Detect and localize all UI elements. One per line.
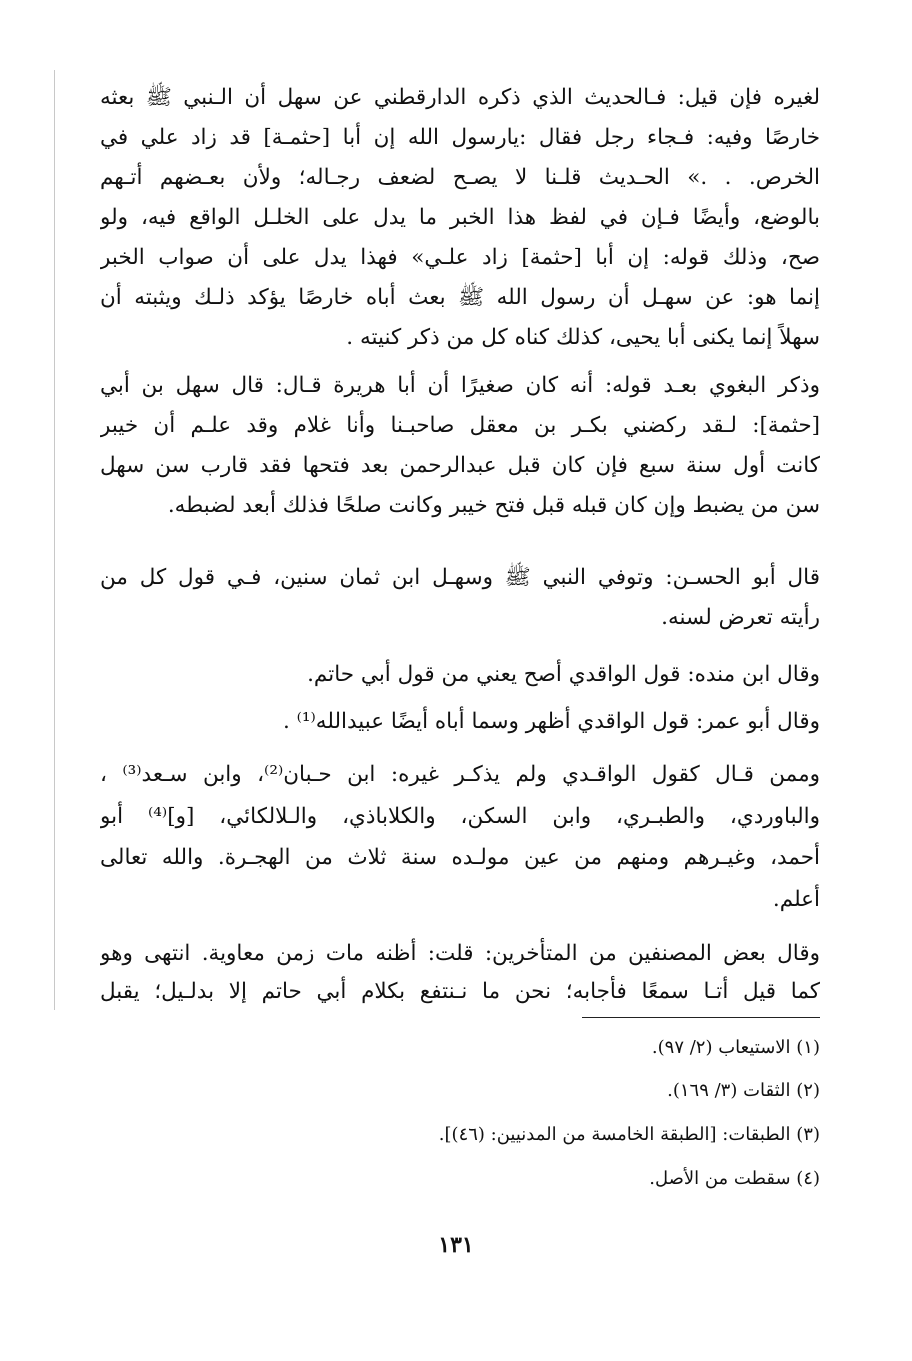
body-line: [حثمة]: لـقد ركضني بكـر بن معقل صاحبـنا وأنا غلام وقد علـم أن خيبر xyxy=(100,413,820,438)
body-line: والباوردي، والطبـري، وابن السكن، والكلاباذي، والـلالكائي، [و]⁽⁴⁾ أبو xyxy=(100,804,820,829)
body-line: سن من يضبط وإن كان قبله قبل فتح خيبر وكانت صلحًا فذلك أبعد لضبطه. xyxy=(167,493,820,518)
body-line: قال أبو الحسـن: وتوفي النبي ﷺ وسهـل ابن ثمان سنين، فـي قول كل من xyxy=(100,565,820,590)
body-line: وممن قـال كقول الواقـدي ولم يذكـر غيره: ابن حـبان⁽²⁾، وابن سـعد⁽³⁾ ، xyxy=(100,762,820,787)
footnote-separator xyxy=(582,1017,820,1018)
body-line: صح، وذلك قوله: إن أبا [حثمة] زاد علـي» فهذا يدل على أن صواب الخبر xyxy=(100,245,820,270)
left-margin-line xyxy=(54,70,55,1010)
page-number: ١٣١ xyxy=(438,1232,474,1258)
body-line: لغيره فإن قيل: فـالحديث الذي ذكره الدارقطني عن سهل أن الـنبي ﷺ بعثه xyxy=(100,85,820,110)
body-line: بالوضع، وأيضًا فـإن في لفظ هذا الخبر ما يدل على الخلـل الواقع فيه، ولو xyxy=(100,205,820,230)
footnote: (١) الاستيعاب (٢/ ٩٧). xyxy=(651,1037,820,1058)
body-line: خارصًا وفيه: فـجاء رجل فقال :يارسول الله إن أبا [حثمـة] قد زاد علي في xyxy=(100,125,820,150)
body-line: كما قيل أتـا سمعًا فأجابه؛ نحن ما نـنتفع بكلام أبي حاتم إلا بدلـيل؛ يقبل xyxy=(100,979,820,1004)
body-line: إنما هو: عن سهـل أن رسول الله ﷺ بعث أباه خارصًا يؤكد ذلـك ويثبته أن xyxy=(100,285,820,310)
body-line: أحمد، وغيـرهم ومنهم من عين مولـده سنة ثلاث من الهجـرة. والله تعالى xyxy=(100,845,820,870)
body-line: وذكر البغوي بعـد قوله: أنه كان صغيرًا أن أبا هريرة قـال: قال سهل بن أبي xyxy=(100,373,820,398)
body-line: وقال ابن منده: قول الواقدي أصح يعني من قول أبي حاتم. xyxy=(307,662,820,687)
body-line: وقال أبو عمر: قول الواقدي أظهر وسما أباه أيضًا عبيدالله⁽¹⁾ . xyxy=(282,709,820,734)
body-line: سهلاً إنما يكنى أبا يحيى، كذلك كناه كل من ذكر كنيته . xyxy=(346,325,820,350)
body-line: وقال بعض المصنفين من المتأخرين: قلت: أظنه مات زمن معاوية. انتهى وهو xyxy=(100,941,820,966)
body-line: كانت أول سنة سبع فإن كان قبل عبدالرحمن بعد فتحها فقد قارب سن سهل xyxy=(100,453,820,478)
footnote: (٢) الثقات (٣/ ١٦٩). xyxy=(667,1080,820,1101)
footnote: (٤) سقطت من الأصل. xyxy=(649,1168,820,1189)
body-line: أعلم. xyxy=(772,887,820,912)
body-line: رأيته تعرض لسنه. xyxy=(661,605,820,630)
footnote: (٣) الطبقات: [الطبقة الخامسة من المدنيين: (٤٦)]. xyxy=(438,1124,820,1145)
body-line: الخرص. . .» الحـديث قلـنا لا يصـح لضعف رجـاله؛ ولأن بعـضهم أتـهم xyxy=(100,165,820,190)
